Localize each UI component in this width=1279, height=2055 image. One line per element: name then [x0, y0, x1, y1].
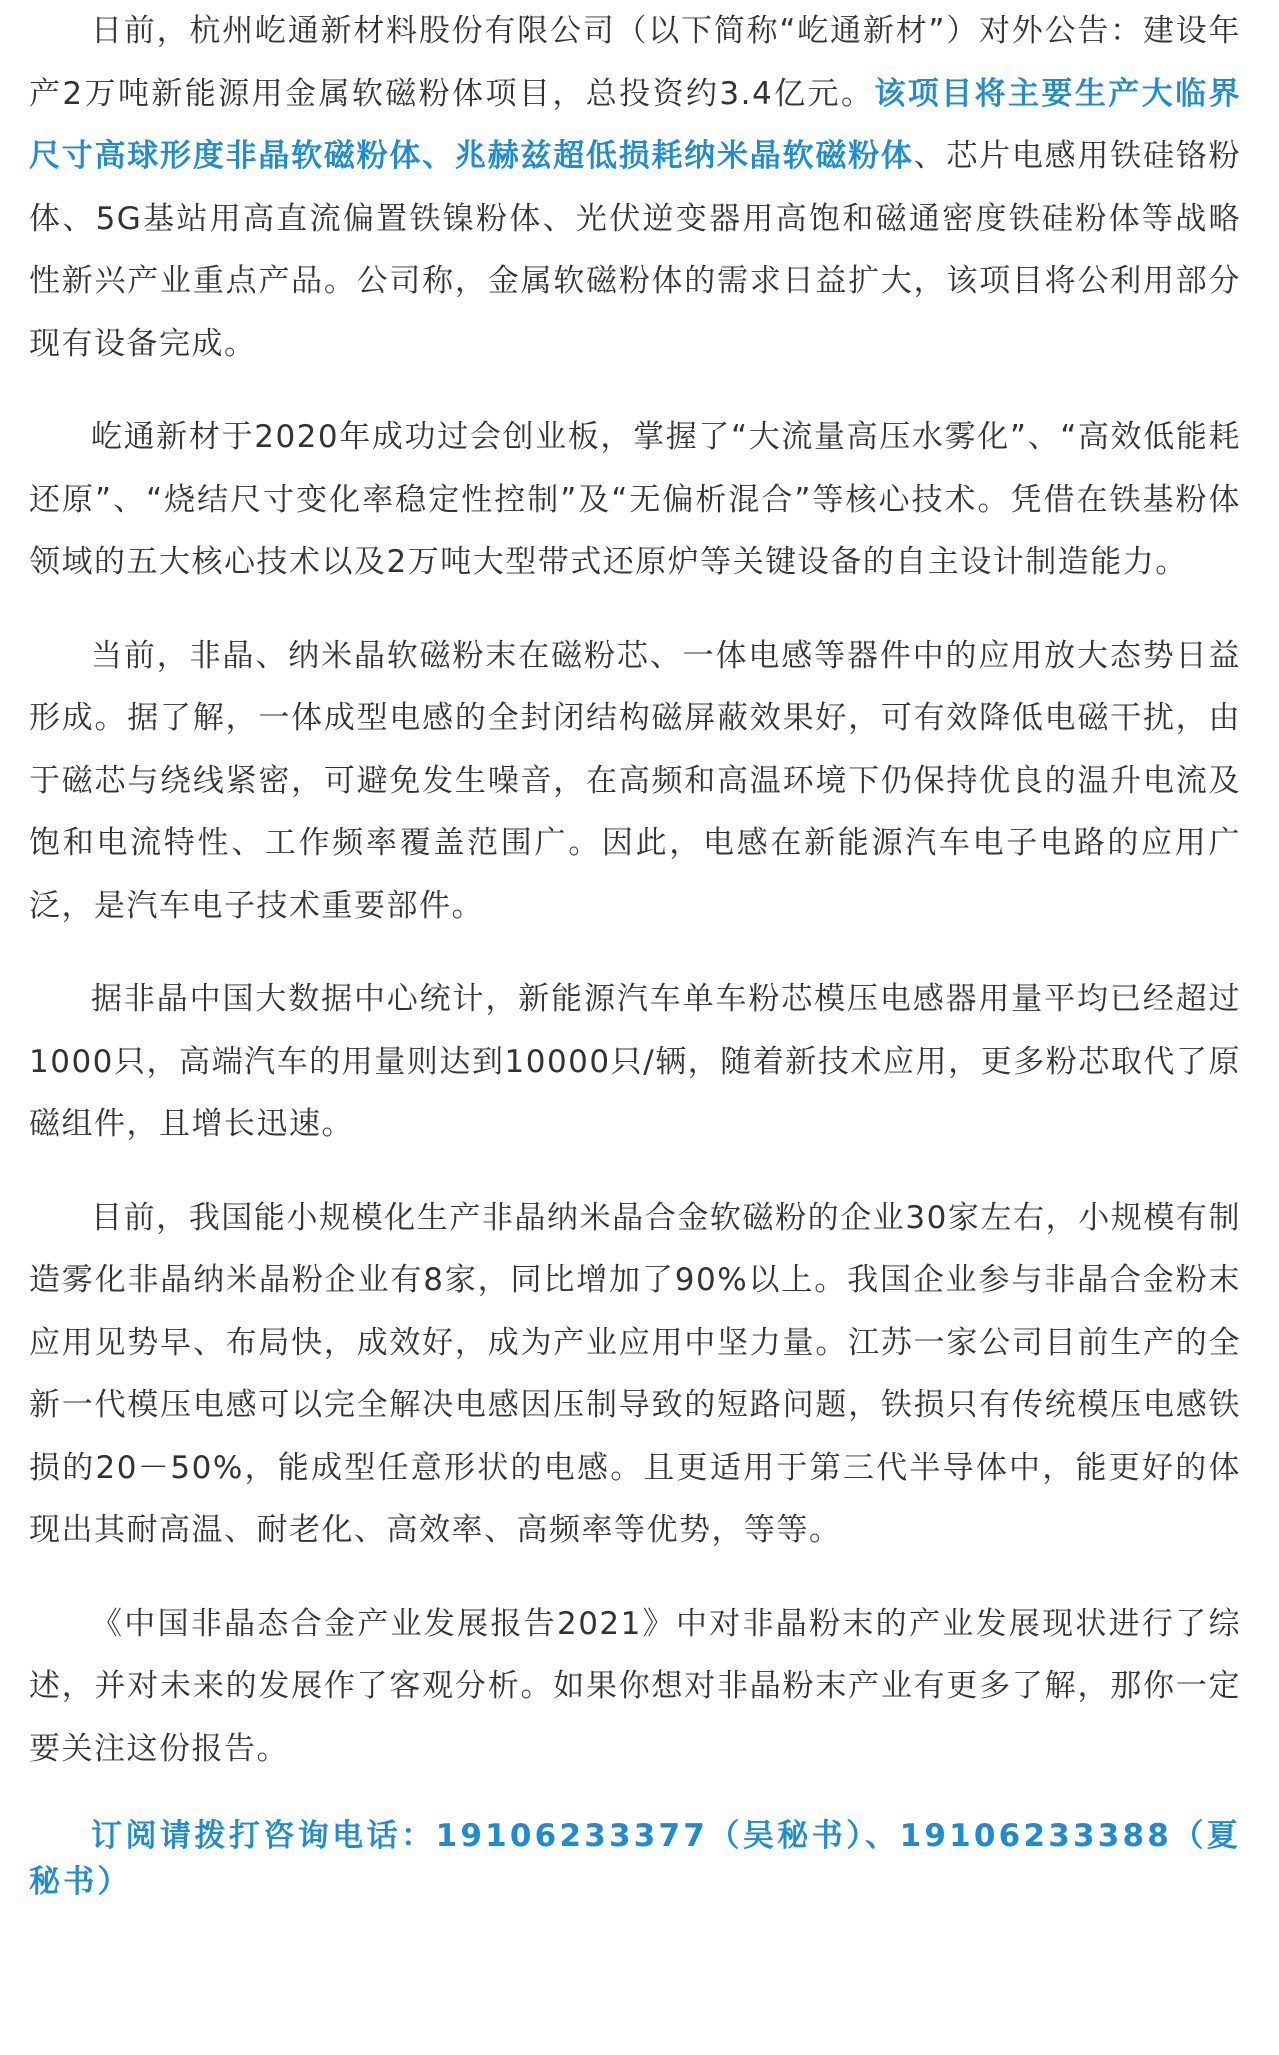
paragraph-5: 目前，我国能小规模化生产非晶纳米晶合金软磁粉的企业30家左右，小规模有制造雾化非晶纳米晶粉企业有8家，同比增加了90%以上。我国企业参与非晶合金粉末应用见势早、布局快，成效好，成为产业应用中坚力量。江苏一家公司目前生产的全新一代模压电感可以完全解决电感因压制导致的短路问题，铁损只有传统模压电感铁损的20－50%，能成型任意形状的电感。且更适用于第三代半导体中，能更好的体现出其耐高温、耐老化、高效率、高频率等优势，等等。 [29, 1199, 1241, 1548]
paragraph-1-intro: 日前，杭州屹通新材料股份有限公司（以下简称“屹通新材”）对外公告：建设年产2万吨新能源用金属软磁粉体项目，总投资约3.4亿元。 [29, 13, 1241, 112]
article-body [29, 0, 1241, 1905]
paragraph-3: 当前，非晶、纳米晶软磁粉末在磁粉芯、一体电感等器件中的应用放大态势日益形成。据了解，一体成型电感的全封闭结构磁屏蔽效果好，可有效降低电磁干扰，由于磁芯与绕线紧密，可避免发生噪音，在高频和高温环境下仍保持优良的温升电流及饱和电流特性、工作频率覆盖范围广。因此，电感在新能源汽车电子电路的应用广泛，是汽车电子技术重要部件。 [29, 637, 1241, 924]
paragraph-1-highlight: 该项目将主要生产大临界尺寸高球形度非晶软磁粉体、兆赫兹超低损耗纳米晶软磁粉体 [29, 75, 1241, 174]
paragraph-1-rest: 、芯片电感用铁硅铬粉体、5G基站用高直流偏置铁镍粉体、光伏逆变器用高饱和磁通密度铁硅粉体等战略性新兴产业重点产品。公司称，金属软磁粉体的需求日益扩大，该项目将公利用部分现有设备完成。 [29, 138, 1241, 362]
paragraph-6: 《中国非晶态合金产业发展报告2021》中对非晶粉末的产业发展现状进行了综述，并对未来的发展作了客观分析。如果你想对非晶粉末产业有更多了解，那你一定要关注这份报告。 [29, 1605, 1241, 1767]
paragraph-4: 据非晶中国大数据中心统计，新能源汽车单车粉芯模压电感器用量平均已经超过1000只，高端汽车的用量则达到10000只/辆，随着新技术应用，更多粉芯取代了原磁组件，且增长迅速。 [29, 981, 1241, 1142]
paragraph-1 [29, 0, 1241, 375]
subscription-contact: 订阅请拨打咨询电话：19106233377（吴秘书）、19106233388（夏秘书） [29, 1818, 1241, 1900]
paragraph-2: 屹通新材于2020年成功过会创业板，掌握了“大流量高压水雾化”、“高效低能耗还原”、“烧结尺寸变化率稳定性控制”及“无偏析混合”等核心技术。凭借在铁基粉体领域的五大核心技术以及2万吨大型带式还原炉等关键设备的自主设计制造能力。 [29, 419, 1241, 580]
